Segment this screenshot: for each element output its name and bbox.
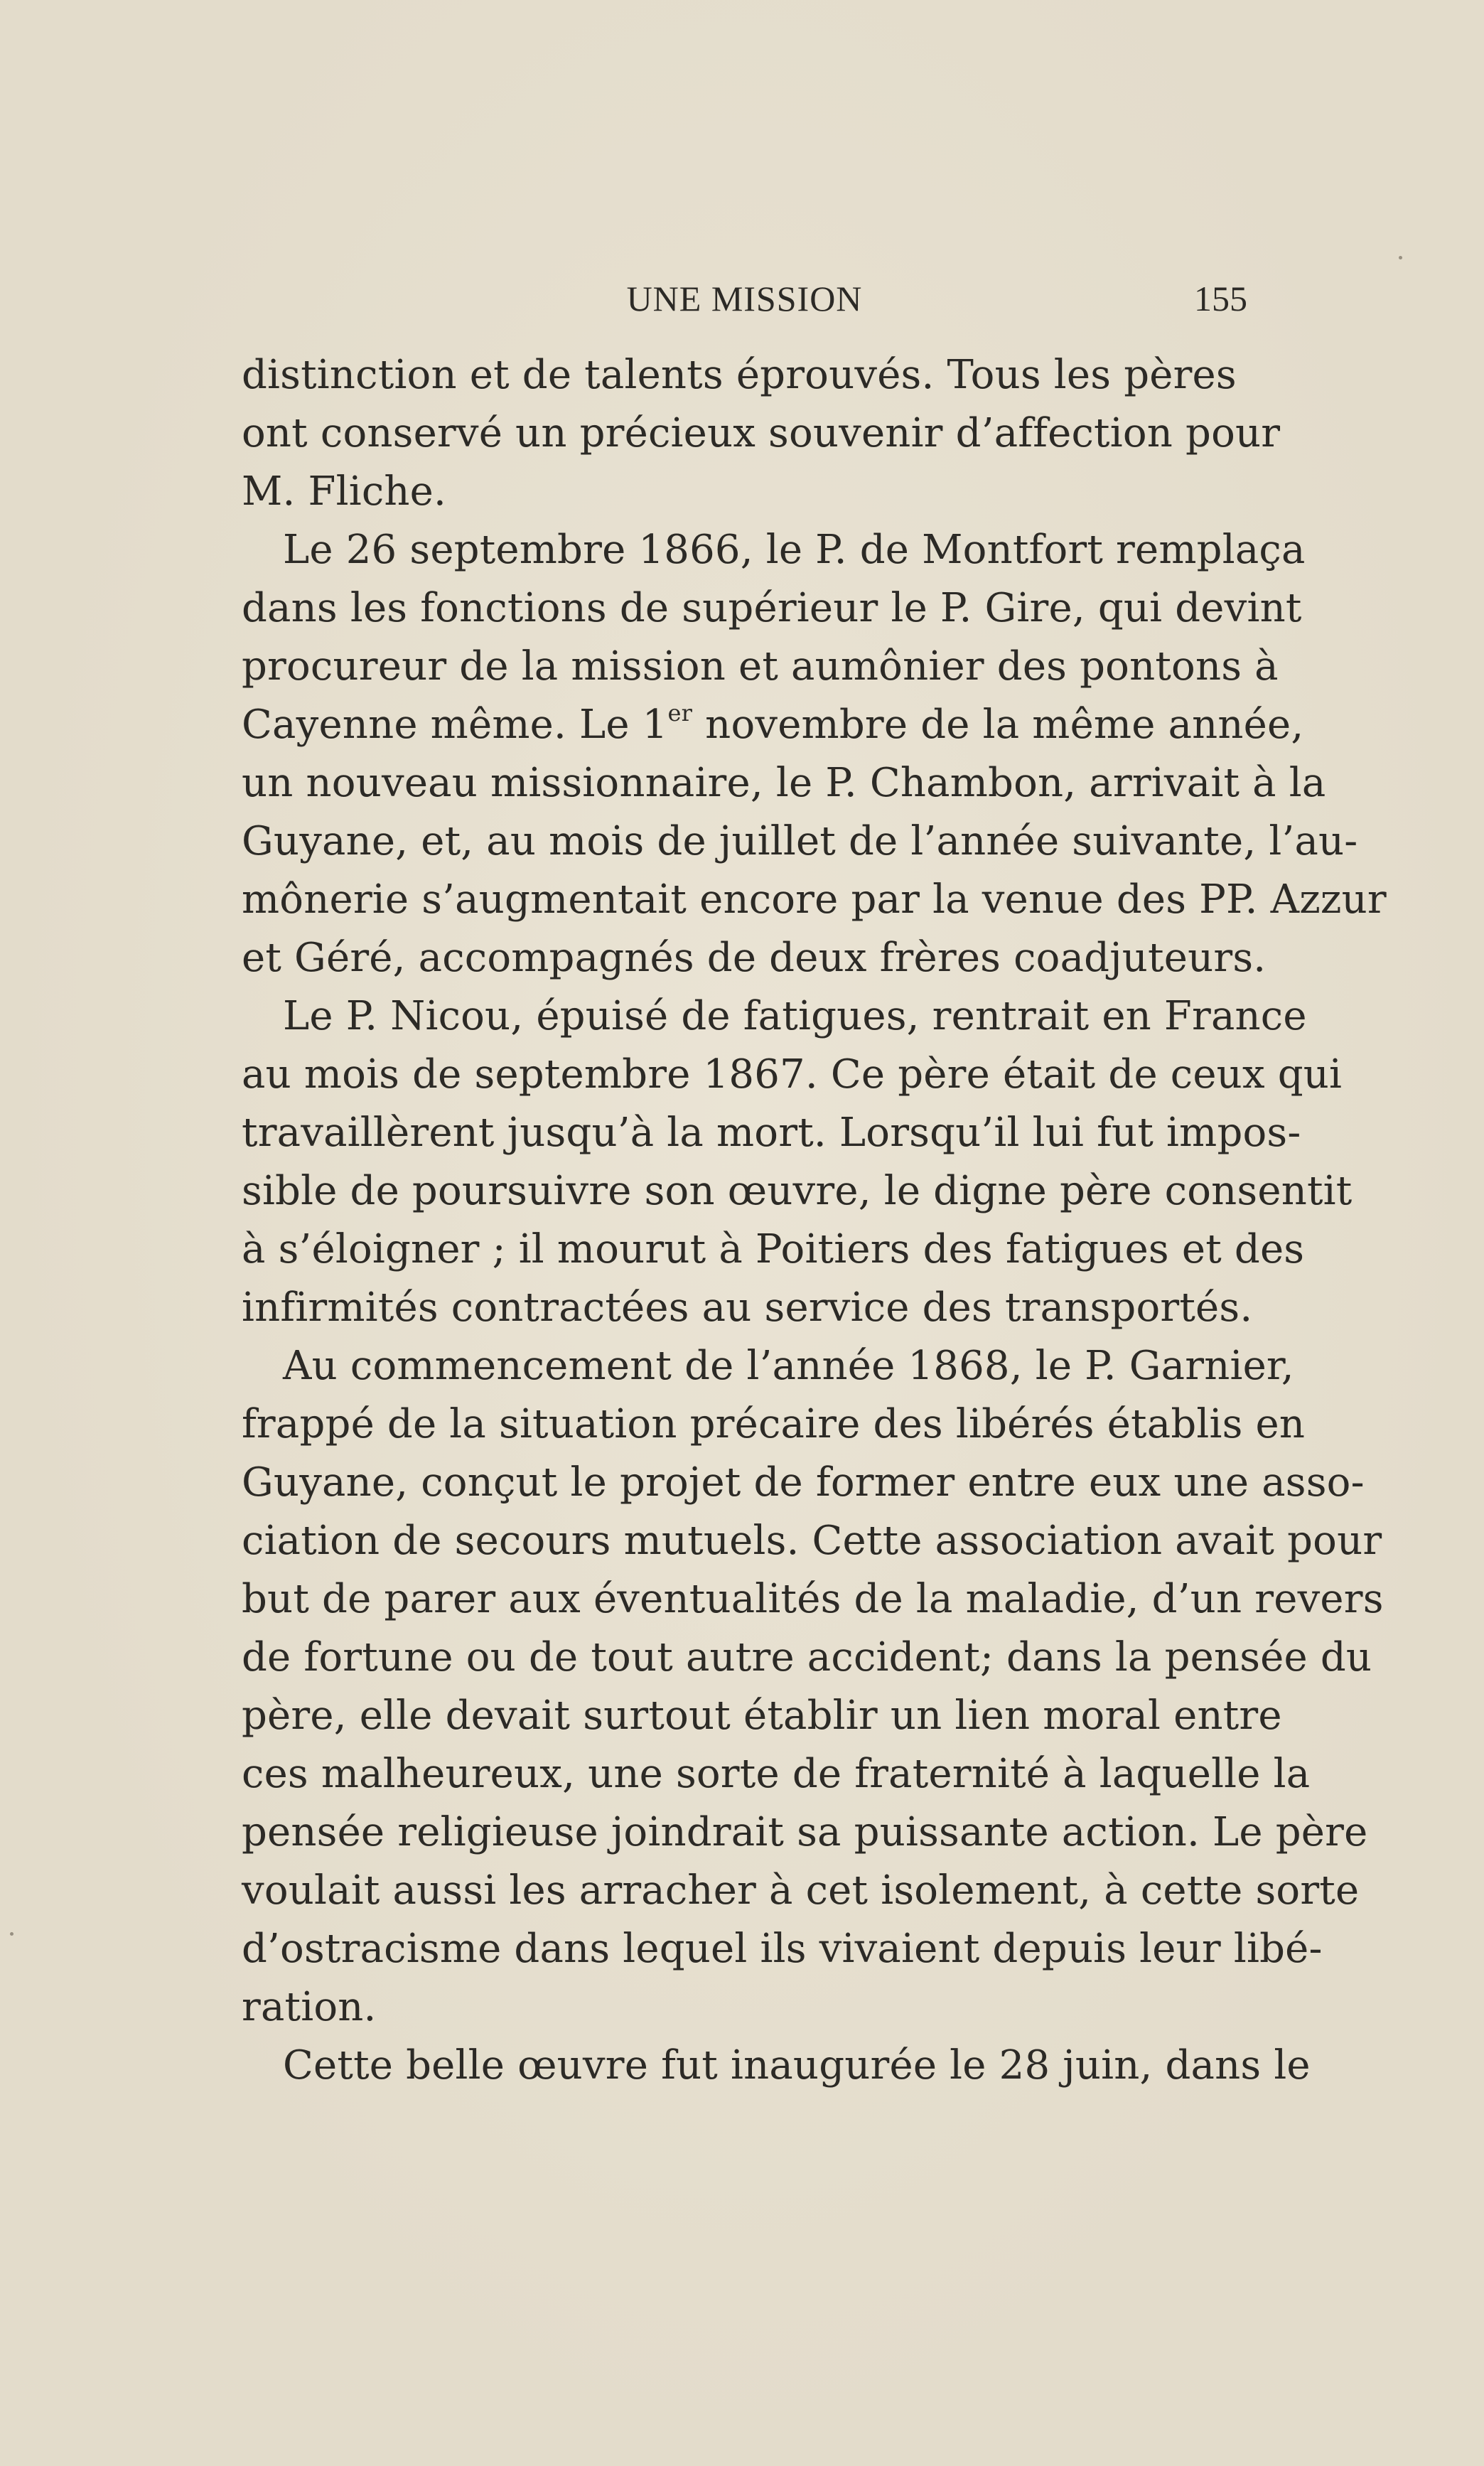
text-line: infirmités contractées au service des transportés. (242, 1285, 1253, 1331)
ordinal-superscript: er (667, 699, 693, 727)
running-title: UNE MISSION (626, 279, 863, 318)
text-line: pensée religieuse joindrait sa puissante action. Le père (242, 1809, 1368, 1855)
text-line: mônerie s’augmentait encore par la venue des PP. Azzur (242, 876, 1387, 923)
text-line: distinction et de talents éprouvés. Tous les pères (242, 352, 1237, 398)
text-line: ciation de secours mutuels. Cette association avait pour (242, 1518, 1382, 1564)
text-line: procureur de la mission et aumônier des pontons à (242, 643, 1279, 690)
line-segment: novembre de la même année, (692, 702, 1304, 748)
text-line: Guyane, et, au mois de juillet de l’année suivante, l’au- (242, 818, 1358, 864)
text-line: de fortune ou de tout autre accident; dans la pensée du (242, 1634, 1372, 1680)
text-line: d’ostracisme dans lequel ils vivaient depuis leur libé- (242, 1926, 1323, 1972)
text-line: et Géré, accompagnés de deux frères coadjuteurs. (242, 935, 1267, 981)
text-line: au mois de septembre 1867. Ce père était de ceux qui (242, 1051, 1343, 1098)
paper-speck (10, 1932, 14, 1936)
running-head (242, 274, 1247, 323)
page-number: 155 (1194, 279, 1247, 318)
text-line: Au commencement de l’année 1868, le P. Garnier, (283, 1343, 1294, 1389)
text-line: voulait aussi les arracher à cet isolement, à cette sorte (242, 1867, 1360, 1914)
text-line: ration. (242, 1984, 377, 2030)
text-line: un nouveau missionnaire, le P. Chambon, arrivait à la (242, 760, 1326, 806)
text-line: dans les fonctions de supérieur le P. Gire, qui devint (242, 585, 1302, 631)
line-segment: Cayenne même. Le 1 (242, 702, 668, 748)
text-line: ces malheureux, une sorte de fraternité à laquelle la (242, 1751, 1311, 1797)
text-line: sible de poursuivre son œuvre, le digne père consentit (242, 1168, 1353, 1214)
text-line: Le P. Nicou, épuisé de fatigues, rentrait en France (283, 993, 1307, 1039)
text-line: but de parer aux éventualités de la maladie, d’un revers (242, 1576, 1384, 1622)
text-line: Guyane, conçut le projet de former entre eux une asso- (242, 1459, 1365, 1506)
text-line: frappé de la situation précaire des libérés établis en (242, 1401, 1306, 1447)
body-text (242, 346, 1387, 2095)
text-line: ont conservé un précieux souvenir d’affection pour (242, 410, 1281, 456)
paper-speck (1399, 256, 1402, 259)
text-line: Cette belle œuvre fut inaugurée le 28 juin, dans le (283, 2042, 1311, 2089)
text-line: à s’éloigner ; il mourut à Poitiers des fatigues et des (242, 1226, 1305, 1272)
text-line: père, elle devait surtout établir un lien moral entre (242, 1693, 1282, 1739)
text-line: M. Fliche. (242, 468, 446, 515)
text-line (242, 696, 1304, 754)
text-line: travaillèrent jusqu’à la mort. Lorsqu’il lui fut impos- (242, 1110, 1301, 1156)
text-line: Le 26 septembre 1866, le P. de Montfort remplaça (283, 527, 1306, 573)
